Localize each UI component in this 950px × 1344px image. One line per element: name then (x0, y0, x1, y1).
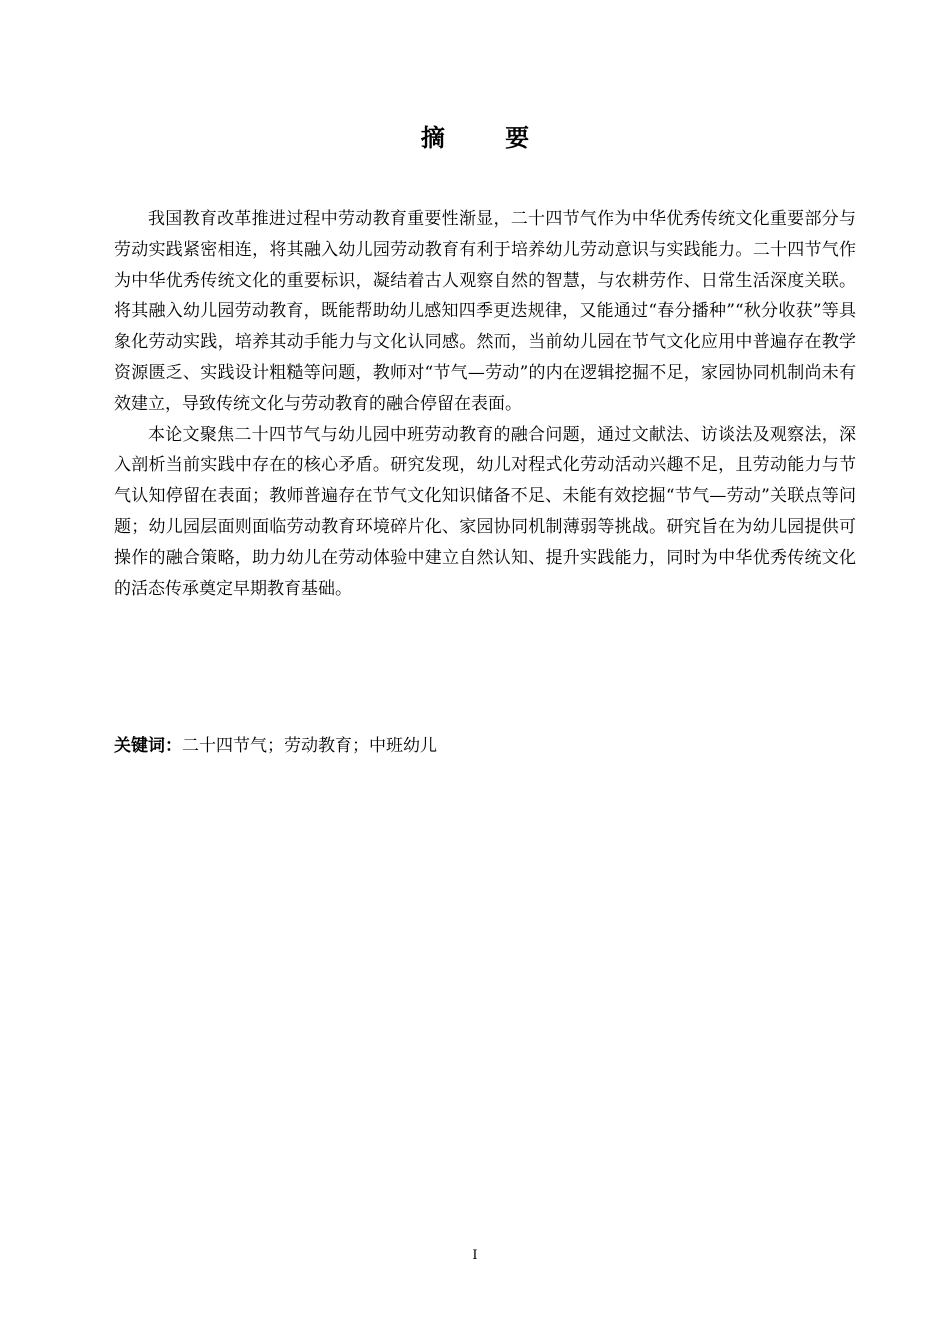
keywords-label: 关键词： (114, 736, 182, 756)
abstract-paragraph-1: 我国教育改革推进过程中劳动教育重要性渐显，二十四节气作为中华优秀传统文化重要部分与劳动实践紧密相连，将其融入幼儿园劳动教育有利于培养幼儿劳动意识与实践能力。二十四节气作为中华优秀传统文化的重要标识，凝结着古人观察自然的智慧，与农耕劳作、日常生活深度关联。将其融入幼儿园劳动教育，既能帮助幼儿感知四季更迭规律，又能通过“春分播种”“秋分收获”等具象化劳动实践，培养其动手能力与文化认同感。然而，当前幼儿园在节气文化应用中普遍存在教学资源匮乏、实践设计粗糙等问题，教师对“节气—劳动”的内在逻辑挖掘不足，家园协同机制尚未有效建立，导致传统文化与劳动教育的融合停留在表面。 (114, 209, 856, 414)
page-number: I (472, 1248, 478, 1263)
keywords-list: 二十四节气；劳动教育；中班幼儿 (182, 736, 437, 756)
abstract-body (114, 204, 856, 604)
abstract-title: 摘 要 (420, 123, 556, 152)
keywords-line (114, 732, 856, 760)
abstract-paragraph-2: 本论文聚焦二十四节气与幼儿园中班劳动教育的融合问题，通过文献法、访谈法及观察法，深入剖析当前实践中存在的核心矛盾。研究发现，幼儿对程式化劳动活动兴趣不足，且劳动能力与节气认知停留在表面；教师普遍存在节气文化知识储备不足、未能有效挖掘“节气—劳动”关联点等问题；幼儿园层面则面临劳动教育环境碎片化、家园协同机制薄弱等挑战。研究旨在为幼儿园提供可操作的融合策略，助力幼儿在劳动体验中建立自然认知、提升实践能力，同时为中华优秀传统文化的活态传承奠定早期教育基础。 (114, 424, 856, 599)
